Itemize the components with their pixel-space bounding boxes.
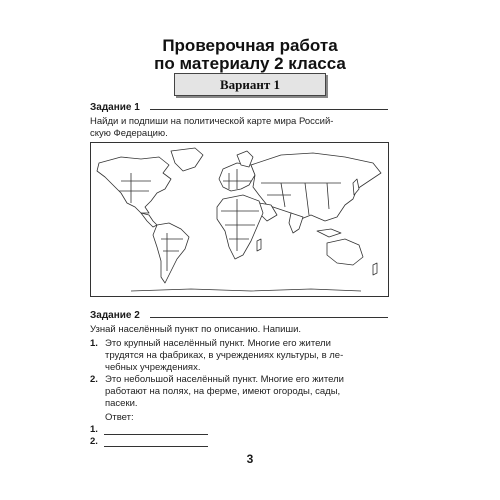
antarctica-shape [131, 289, 361, 291]
south-america-shape [153, 223, 189, 283]
item-1-number: 1. [90, 338, 98, 349]
item-1-line-1: Это крупный населённый пункт. Многие его жители [105, 338, 331, 349]
greenland-shape [171, 148, 203, 171]
answer-1-line[interactable] [104, 434, 208, 435]
variant-box: Вариант 1 [174, 73, 326, 96]
task-1-heading: Задание 1 [90, 102, 140, 113]
answer-1-number: 1. [90, 424, 98, 435]
world-map[interactable] [90, 142, 389, 297]
north-america-shape [97, 157, 171, 213]
new-zealand-shape [373, 263, 377, 275]
item-2-line-3: пасеки. [105, 398, 138, 409]
item-2-number: 2. [90, 374, 98, 385]
madagascar-shape [257, 239, 261, 251]
task-1-text-line-1: Найди и подпиши на политической карте мира Россий- [90, 116, 334, 127]
page-title-line-1: Проверочная работа [162, 36, 338, 55]
page-title-line-2: по материалу 2 класса [154, 54, 346, 73]
india-shape [289, 213, 303, 233]
item-1-line-2: трудятся на фабриках, в учреждениях культуры, в ле- [105, 350, 344, 361]
answer-2-line[interactable] [104, 446, 208, 447]
task-2-intro: Узнай населённый пункт по описанию. Напиши. [90, 324, 302, 335]
task-2-heading: Задание 2 [90, 310, 140, 321]
central-america-shape [141, 213, 157, 227]
item-2-line-2: работают на полях, на ферме, имеют огороды, сады, [105, 386, 341, 397]
task-1-divider [150, 109, 388, 110]
answer-2-number: 2. [90, 436, 98, 447]
africa-shape [217, 195, 263, 259]
task-1-text-line-2: скую Федерацию. [90, 128, 168, 139]
answer-label: Ответ: [105, 412, 134, 423]
item-2-line-1: Это небольшой населённый пункт. Многие его жители [105, 374, 344, 385]
item-1-line-3: чебных учреждениях. [105, 362, 201, 373]
indonesia-shape [317, 229, 341, 237]
task-2-divider [150, 317, 388, 318]
australia-shape [327, 239, 363, 265]
world-map-icon [91, 143, 388, 296]
page-number: 3 [246, 452, 254, 466]
